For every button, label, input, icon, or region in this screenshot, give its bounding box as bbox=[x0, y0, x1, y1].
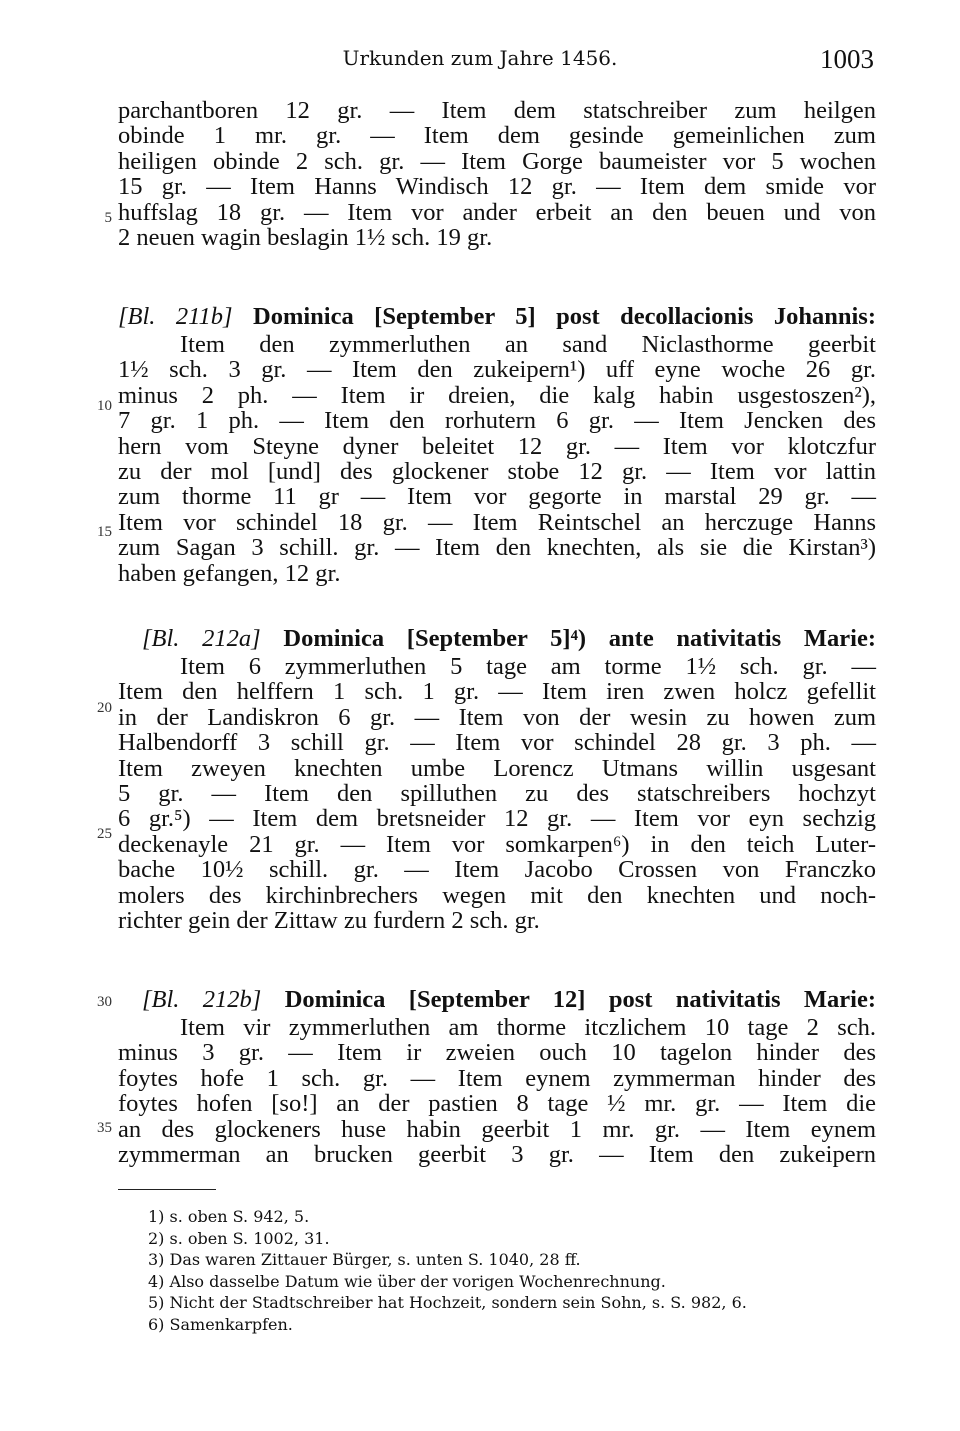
footnote bbox=[118, 1314, 818, 1336]
running-head: Urkunden zum Jahre 1456. bbox=[342, 46, 618, 70]
footnote-text: Also dasselbe Datum wie über der vorigen Wochenrechnung. bbox=[169, 1271, 666, 1291]
text-line: 6 gr.⁵) — Item dem bretsneider 12 gr. — Item vor eyn sechzig bbox=[118, 805, 876, 833]
folio-reference: [Bl. 212a] bbox=[142, 625, 261, 652]
section-title: Dominica [September 5]⁴) ante nativitatis Marie: bbox=[283, 625, 877, 652]
text-line: foytes hofen [so!] an der pastien 8 tage ½ mr. gr. — Item die bbox=[118, 1090, 876, 1118]
text-line: Item zweyen knechten umbe Lorencz Utmans willin usgesant bbox=[118, 754, 876, 782]
text-line: 5 gr. — Item den spilluthen zu des statschreibers hochzyt bbox=[118, 779, 876, 807]
text-line: Item den helffern 1 sch. 1 gr. — Item iren zwen holcz gefellit bbox=[118, 678, 876, 706]
footnotes bbox=[118, 1206, 818, 1335]
text-line: zum thorme 11 gr — Item vor gegorte in marstal 29 gr. — bbox=[118, 483, 876, 511]
footnote-text: s. oben S. 1002, 31. bbox=[169, 1228, 330, 1248]
footnote bbox=[118, 1271, 818, 1293]
text-line: minus 2 ph. — Item ir dreien, die kalg habin usgestoszen²), bbox=[118, 381, 876, 409]
footnote-divider bbox=[118, 1189, 216, 1190]
text-line: Item vor schindel 18 gr. — Item Reintschel an herczuge Hanns bbox=[118, 508, 876, 536]
line-number: 35 bbox=[97, 1120, 112, 1136]
text-line: Item den zymmerluthen an sand Niclasthorme geerbit bbox=[180, 331, 876, 358]
text-line: 7 gr. 1 ph. — Item den rorhutern 6 gr. — Item Jencken des bbox=[118, 407, 876, 435]
text-line: bache 10½ schill. gr. — Item Jacobo Crossen von Franczko bbox=[118, 856, 876, 884]
line-number: 25 bbox=[97, 826, 112, 842]
line-number: 5 bbox=[104, 210, 112, 226]
section-212a bbox=[118, 624, 876, 933]
footnote-mark: 1) bbox=[148, 1207, 165, 1226]
footnote-mark: 6) bbox=[148, 1314, 165, 1334]
line-number: 20 bbox=[97, 700, 112, 716]
text-line: an des glockeners huse habin geerbit 1 mr. gr. — Item eynem bbox=[118, 1115, 876, 1143]
folio-reference: [Bl. 211b] bbox=[118, 303, 233, 330]
text-line: heiligen obinde 2 sch. gr. — Item Gorge baumeister vor 5 wochen bbox=[118, 147, 876, 175]
section-heading bbox=[118, 302, 876, 332]
footnote-mark: 2) bbox=[148, 1228, 165, 1248]
line-number: 15 bbox=[97, 524, 112, 540]
text-line: in der Landiskron 6 gr. — Item von der wesin zu howen zum bbox=[118, 703, 876, 731]
text-line: minus 3 gr. — Item ir zweien ouch 10 tagelon hinder des bbox=[118, 1039, 876, 1067]
text-line: 2 neuen wagin beslagin 1½ sch. 19 gr. bbox=[118, 223, 493, 251]
page-number: 1003 bbox=[820, 44, 874, 74]
text-line: Item vir zymmerluthen am thorme itczlichem 10 tage 2 sch. bbox=[180, 1014, 876, 1041]
text-line: parchantboren 12 gr. — Item dem statschreiber zum heilgen bbox=[118, 97, 876, 124]
section-title: Dominica [September 5] post decollacionis Johannis: bbox=[253, 303, 877, 330]
line-number: 30 bbox=[97, 994, 112, 1010]
text-line: Halbendorff 3 schill gr. — Item vor schindel 28 gr. 3 ph. — bbox=[118, 729, 876, 757]
footnote-mark: 4) bbox=[148, 1271, 165, 1291]
section-title: Dominica [September 12] post nativitatis Marie: bbox=[284, 986, 877, 1013]
text-line: foytes hofe 1 sch. gr. — Item eynem zymmerman hinder des bbox=[118, 1064, 876, 1092]
section-212b bbox=[118, 985, 876, 1167]
text-line: zymmerman an brucken geerbit 3 gr. — Item den zukeipern bbox=[118, 1140, 876, 1168]
opening-block bbox=[118, 98, 876, 250]
footnote bbox=[118, 1292, 818, 1314]
footnote-mark: 3) bbox=[148, 1250, 165, 1269]
footnote bbox=[118, 1228, 818, 1250]
text-line: obinde 1 mr. gr. — Item dem gesinde gemeinlichen zum bbox=[118, 122, 876, 150]
text-line: 1½ sch. 3 gr. — Item den zukeipern¹) uff eyne woche 26 gr. bbox=[118, 356, 876, 384]
folio-reference: [Bl. 212b] bbox=[142, 986, 262, 1013]
text-line: hern vom Steyne dyner beleitet 12 gr. — Item vor klotczfur bbox=[118, 432, 876, 460]
footnote bbox=[118, 1206, 818, 1228]
section-heading bbox=[118, 624, 876, 654]
text-line: Item 6 zymmerluthen 5 tage am torme 1½ sch. gr. — bbox=[180, 653, 876, 680]
text-line: haben gefangen, 12 gr. bbox=[118, 559, 341, 587]
section-211b bbox=[118, 302, 876, 586]
line-number: 10 bbox=[97, 398, 112, 414]
text-line: deckenayle 21 gr. — Item vor somkarpen⁶) in den teich Luter- bbox=[118, 830, 876, 858]
footnote-text: Nicht der Stadtschreiber hat Hochzeit, sondern sein Sohn, s. S. 982, 6. bbox=[169, 1293, 747, 1312]
footnote-text: Das waren Zittauer Bürger, s. unten S. 1040, 28 ff. bbox=[169, 1250, 581, 1269]
footnote-text: Samenkarpfen. bbox=[169, 1314, 293, 1334]
text-line: zum Sagan 3 schill. gr. — Item den knechten, als sie die Kirstan³) bbox=[118, 534, 876, 562]
text-line: 15 gr. — Item Hanns Windisch 12 gr. — Item dem smide vor bbox=[118, 173, 876, 201]
section-heading bbox=[118, 985, 876, 1015]
text-line: richter gein der Zittaw zu furdern 2 sch. gr. bbox=[118, 906, 540, 934]
text-line: huffslag 18 gr. — Item vor ander erbeit an den beuen und von bbox=[118, 198, 876, 226]
text-line: zu der mol [und] des glockener stobe 12 gr. — Item vor lattin bbox=[118, 457, 876, 485]
footnote bbox=[118, 1249, 818, 1271]
footnote-mark: 5) bbox=[148, 1293, 165, 1312]
text-line: molers des kirchinbrechers wegen mit den knechten und noch- bbox=[118, 881, 876, 909]
footnote-text: s. oben S. 942, 5. bbox=[169, 1207, 310, 1226]
